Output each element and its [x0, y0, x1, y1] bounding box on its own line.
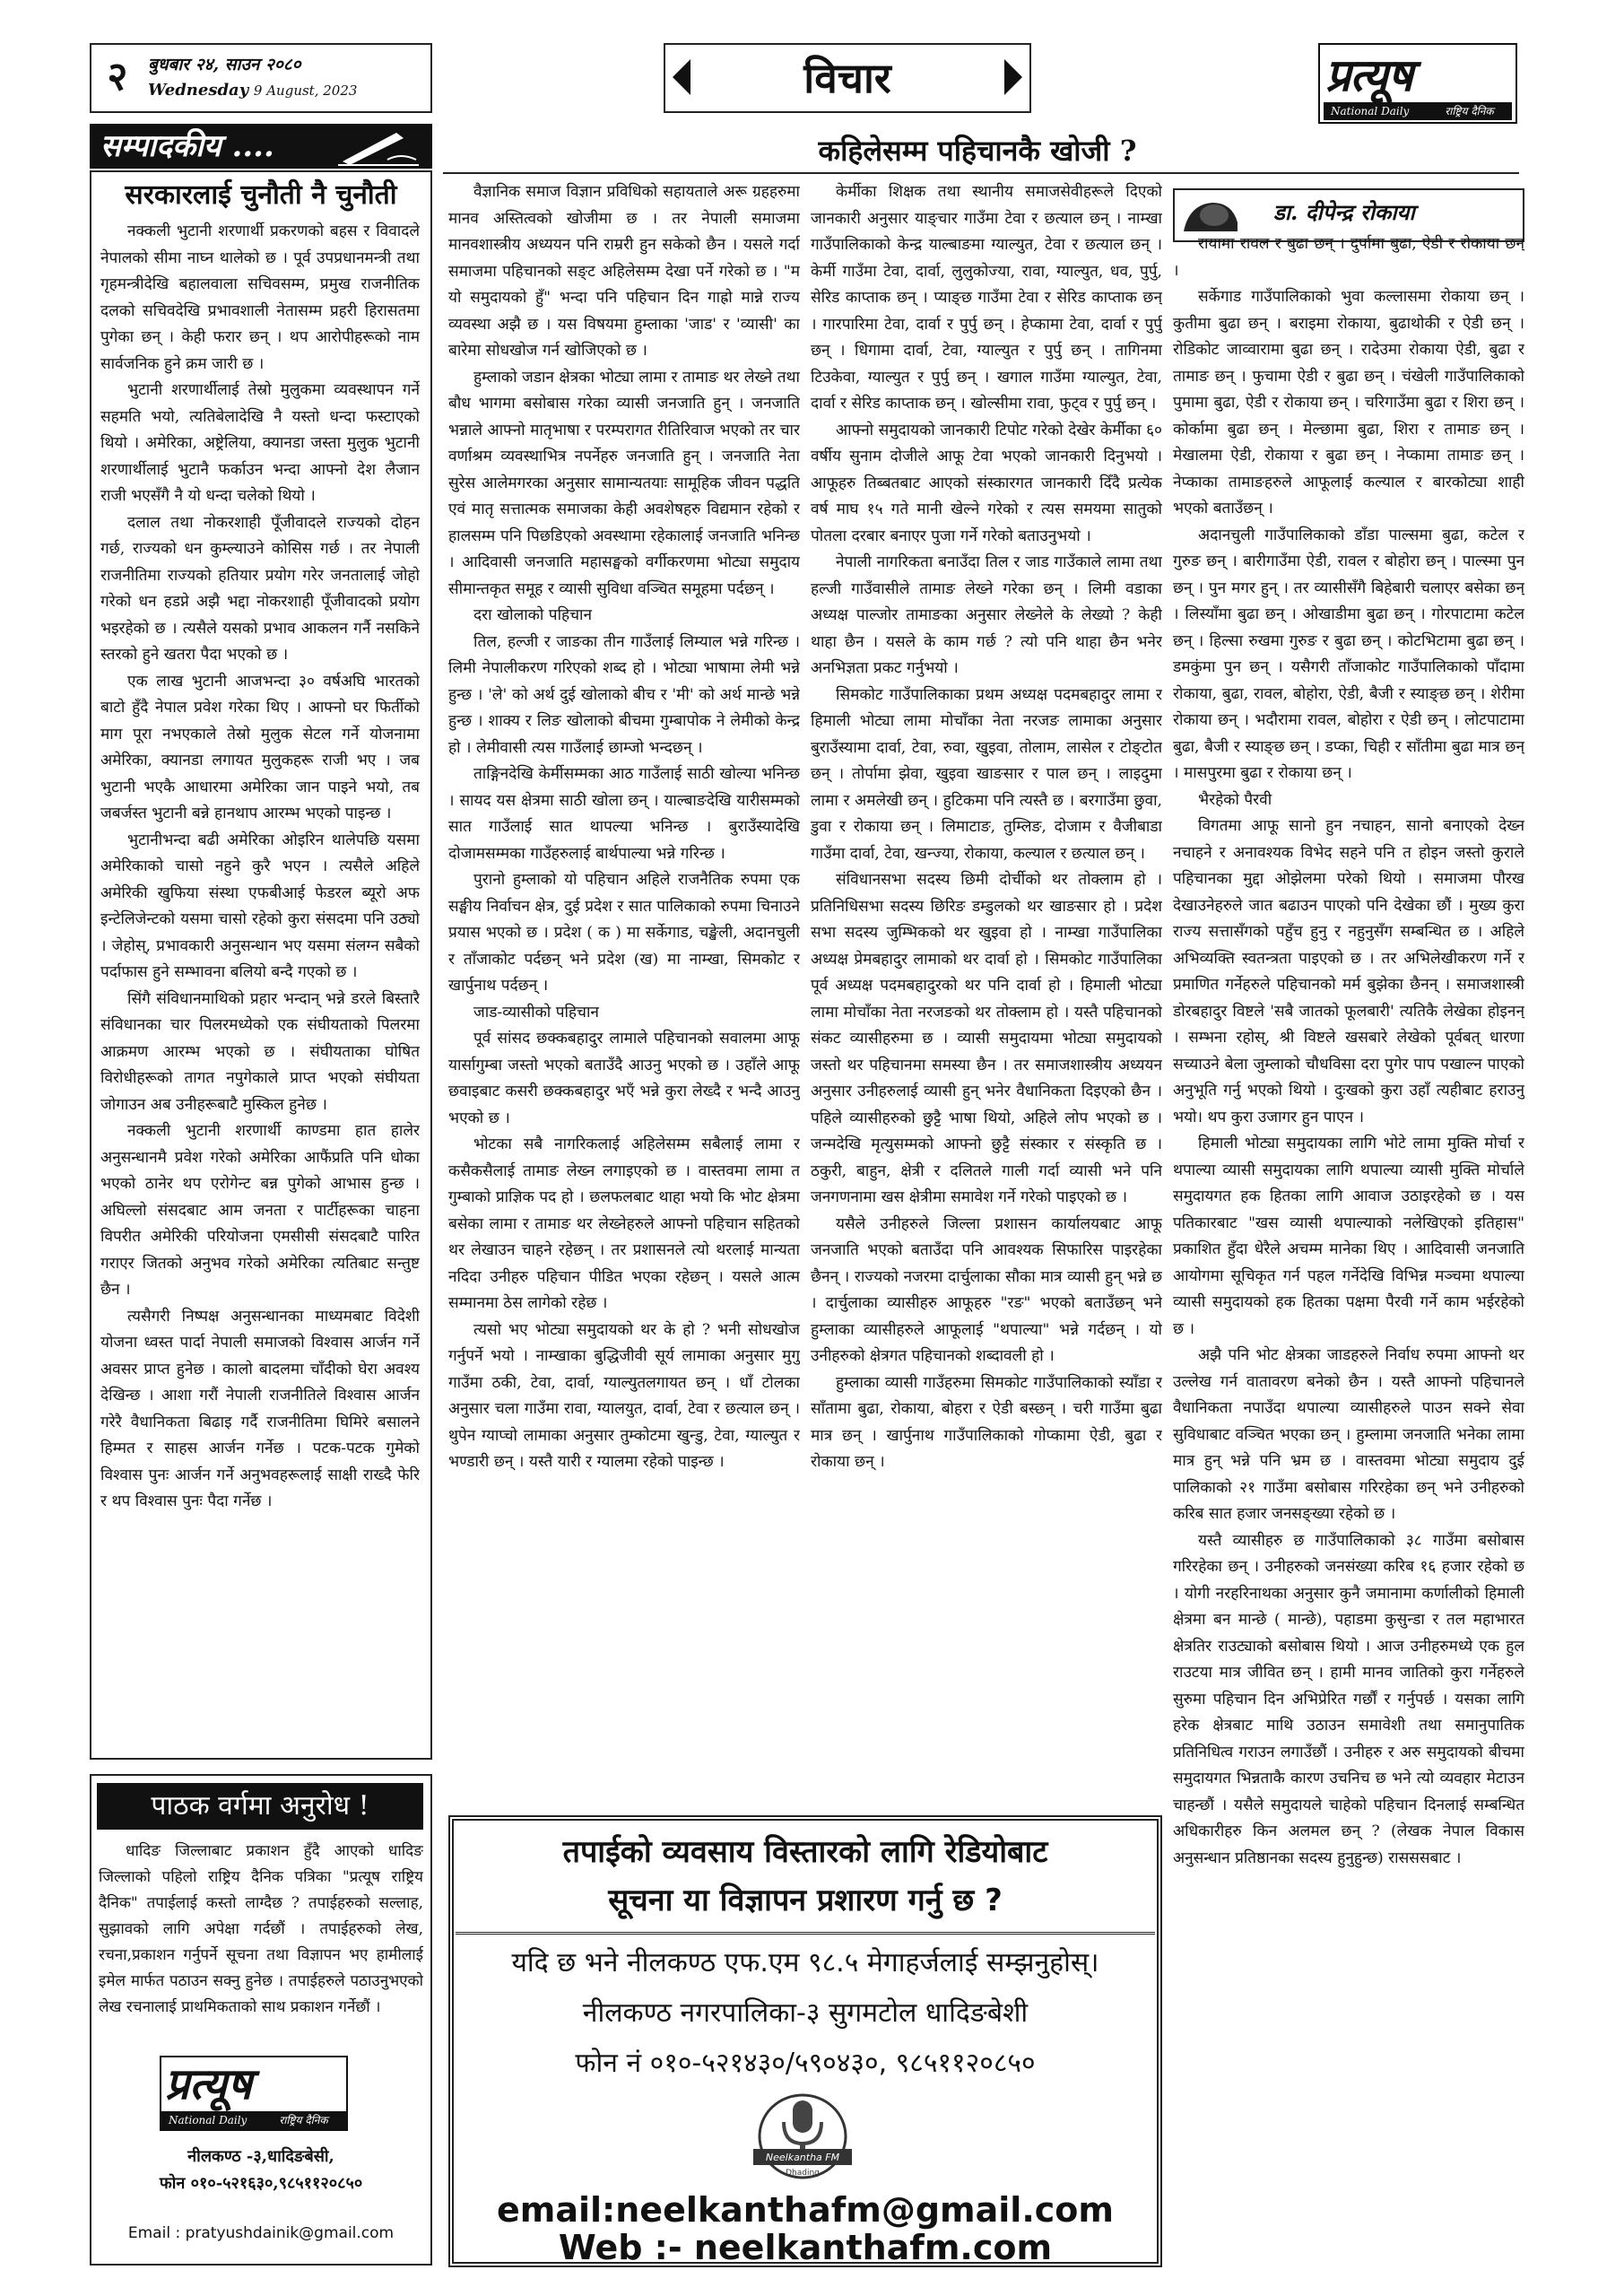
footer-sub-right: राष्ट्रिय दैनिक: [279, 2114, 328, 2126]
article-paragraph: हिमाली भोट्या समुदायका लागि भोटे लामा मुक्ति मोर्चा र थपाल्या व्यासी समुदायका लागि थपाल्या व्यासी मुक्ति मोर्चाले समुदायगत हक हितका लागि आवाज उठाइरहेको छ । यस पतिकारबाट "खस व्यासी थपाल्याको नलेखिएको इतिहास" प्रकाशित हुँदा धेरैले अचम्म मानेका थिए । आदिवासी जनजाति आयोगमा सूचिकृत गर्न पहल गर्नेदेखि विभिन्न मञ्चमा थपाल्या व्यासी समुदायको हक हितका पक्षमा पैरवी गर्ने काम भईरहेको छ ।: [1173, 1135, 1524, 1338]
editorial-paragraph: भुटानीभन्दा बढी अमेरिका ओइरिन थालेपछि यसमा अमेरिकाको चासो नहुने कुरै भएन । त्यसैले अहिले अमेरिकी खुफिया संस्था एफबीआई फेडरल ब्यूरो अफ इन्टेलिजेन्टको यसमा चासो रहेको कुरा संसदमा पनि उठ्यो । जेहोस्, प्रभावकारी अनुसन्धान भए यसमा संलग्न सबैको पर्दाफास हुने सम्भावना बलियो बन्दै गएको छ ।: [100, 831, 420, 981]
advert-website[interactable]: Web :- neelkanthafm.com: [558, 2228, 1053, 2267]
masthead-sub-left: National Daily: [1331, 105, 1410, 117]
reader-request-title: पाठक वर्गमा अनुरोध !: [97, 1783, 423, 1830]
reader-request-paragraph: धादिङ जिल्लाबाट प्रकाशन हुँदै आएको धादिङ जिल्लाको पहिलो राष्ट्रिय दैनिक पत्रिका "प्रत्यूष राष्ट्रिय दैनिक" तपाईलाई कस्तो लाग्दैछ ? तपाईहरुको सल्लाह, सुझावको लागि अपेक्षा गर्दछौं । तपाईहरुको लेख, रचना,प्रकाशन गर्नुपर्ने सूचना तथा विज्ञापन भए हामीलाई इमेल मार्फत पठाउन सक्नु हुनेछ । तपाईहरुले पठाउनुभएको लेख रचनालाई प्राथमिकताको साथ प्रकाशन गर्नेछौं ।: [99, 1842, 423, 2016]
article-paragraph: पूर्व सांसद छक्कबहादुर लामाले पहिचानको सवालमा आफू यार्सागुम्बा जस्तो भएको बताउँदै आउनु भएको छ । उहाँले आफू छवाइबाट कसरी छक्कबहादुर भएँ भन्ने कुरा लेख्दै र भन्दै आउनु भएको छ ।: [448, 1030, 800, 1127]
advert-line-3: यदि छ भने नीलकण्ठ एफ.एम ९८.५ मेगाहर्जलाई सम्झनुहोस्।: [511, 1947, 1099, 1979]
advert-phone: फोन नं ०१०-५२१४३०/५९०४३०, ९८५११२०८५०: [575, 2048, 1036, 2079]
editorial-paragraph: एक लाख भुटानी आजभन्दा ३० वर्षअघि भारतको बाटो हुँदै नेपाल प्रवेश गरेका थिए । आफ्नो घर फिर्तीको माग पूरा नभएकाले तेस्रो मुलुक सेटल गर्ने योजनामा अमेरिका, क्यानडा लगायत मुलुकहरू राजी भए । जब भुटानी भएकै आधारमा अमेरिका जान पाइने भयो, तब जबर्जस्त भुटानी बन्ने हानथाप आरम्भ भएको पाइन्छ ।: [100, 672, 420, 822]
arrow-right-icon: [1004, 59, 1022, 95]
reader-request-phone: फोन ०१०-५२१६३०,९८५११२०८५०: [159, 2174, 363, 2193]
editorial-title: सरकारलाई चुनौती नै चुनौती: [125, 179, 397, 211]
editorial-paragraph: नक्कली भुटानी शरणार्थी प्रकरणको बहस र विवादले नेपालको सीमा नाघ्न थालेको छ । पूर्व उपप्रधानमन्त्री तथा गृहमन्त्रीदेखि बहालवाला सचिवसम्म, प्रमुख राजनीतिक दलको सचिवदेखि प्रभावशाली नेतासम्म प्रहरी हिरासतमा पुगेका छन् । केही फरार छन् । थप आरोपीहरूको नाम सार्वजनिक हुने क्रम जारी छ ।: [100, 222, 420, 373]
article-paragraph: संविधानसभा सदस्य छिमी दोर्चीको थर तोक्लाम हो । प्रतिनिधिसभा सदस्य छिरिङ डम्डुलको थर खाङसार हो । प्रदेश सभा सदस्य जुम्भिकको थर खुइवा हो । नाम्खा गाउँपालिका अध्यक्ष प्रेमबहादुर लामाको थर दार्वा हो । सिमकोट गाउँपालिका पूर्व अध्यक्ष पदमबहादुरको थर पनि दार्वा हो । हिमाली भोट्या लामा मोचाँका नेता नरजङको थर तोक्लाम हो । यस्तै पहिचानको संकट व्यासीहरुमा छ । व्यासी समुदायमा भोट्या समुदायको जस्तो थर पहिचानमा समस्या छैन । तर समाजशास्त्रीय अध्ययन अनुसार उनीहरुलाई व्यासी हुन् भनेर वैधानिकता दिइएको छैन । पहिले व्यासीहरुको छुट्टै भाषा थियो, अहिले लोप भएको छ । जन्मदेखि मृत्युसम्मको आफ्नो छुट्टै संस्कार र संस्कृति छ । ठकुरी, बाहुन, क्षेत्री र दलितले गाली गर्दा व्यासी भने पनि जनगणनामा खस क्षेत्रीमा समावेश गर्ने गरेको पाइएको छ ।: [811, 871, 1162, 1206]
article-paragraph: तिल, हल्जी र जाङका तीन गाउँलाई लिम्याल भन्ने गरिन्छ । लिमी नेपालीकरण गरिएको शब्द हो । भोट्या भाषामा लेमी भन्ने हुन्छ । 'ले' को अर्थ दुई खोलाको बीच र 'मी' को अर्थ मान्छे भन्ने हुन्छ । शाक्य र लिङ खोलाको बीचमा गुम्बापोक ने लेमीको केन्द्र हो । लेमीवासी त्यस गाउँलाई छाम्जो भन्दछन् ।: [448, 632, 800, 757]
section-title: विचार: [664, 43, 1031, 113]
masthead-sub-right: राष्ट्रिय दैनिक: [1445, 105, 1494, 117]
article-paragraph: हुम्लाका व्यासी गाउँहरुमा सिमकोट गाउँपालिकाको स्याँडा र साँतामा बुढा, रोकाया, बोहरा र ऐडी बस्छन् । चरी गाउँमा बुढा मात्र छन् । खार्पुनाथ गाउँपालिकाको गोप्कामा ऐडी, बुढा र रोकाया छन् ।: [811, 1373, 1162, 1471]
advert-email[interactable]: email:neelkanthafm@gmail.com: [497, 2190, 1114, 2230]
article-paragraph: अझै पनि भोट क्षेत्रका जाडहरुले निर्वाध रुपमा आफ्नो थर उल्लेख गर्न वातावरण बनेको छैन । यस्तै आफ्नो पहिचानले वैधानिकता नपाउँदा थपाल्या व्यासीहरुले पाउन सक्ने सेवा सुविधाबाट वञ्चित भएका छन् । हुम्लामा जनजाति भनेका लामा मात्र हुन् भन्ने पनि भ्रम छ । वास्तवमा भोट्या समुदाय दुई पालिकाको २१ गाउँमा बसोबास गरिरहेका छन् भने उनीहरुको करिब सात हजार जनसङ्ख्या रहेको छ ।: [1173, 1346, 1524, 1523]
editorial-paragraph: त्यसैगरी निष्पक्ष अनुसन्धानका माध्यमबाट विदेशी योजना ध्वस्त पार्दा नेपाली समाजको विश्वास आर्जन गर्ने अवसर प्राप्त हुनेछ । कालो बादलमा चाँदीको घेरा अवश्य देखिन्छ । आशा गरौं नेपाली राजनीतिले विश्वास आर्जन गरेरै वैधानिकता बिढाइ गर्दै राजनीतिमा घिमिरे बसालने हिम्मत र साहस आर्जन गर्नेछ । पटक-पटक गुमेको विश्वास पुनः आर्जन गर्ने अनुभवहरूलाई साक्षी राख्दै फेरि र थप विश्वास पुनः पैदा गर्नेछ ।: [100, 1307, 420, 1510]
article-paragraph: सिमकोट गाउँपालिकाका प्रथम अध्यक्ष पदमबहादुर लामा र हिमाली भोट्या लामा मोचाँका नेता नरजङ लामाका अनुसार बुराउँस्यामा दार्वा, टेवा, रुवा, खुइवा, तोलाम, लासेल र टोङ्टोत छन् । तोर्पामा झेवा, खुइवा खाङसार र पाल छन् । लाइदुमा लामा र अमलेखी छन् । हुटिकमा पनि त्यस्तै छ । बरगाउँमा छुवा, डुवा र रोकाया छन् । लिमाटाङ, तुम्लिङ, दोजाम र वैजीबाडा गाउँमा दार्वा, टेवा, खन्ज्या, रोकाया, कल्याल र छत्याल छन् ।: [811, 685, 1162, 863]
article-paragraph: त्यसो भए भोट्या समुदायको थर के हो ? भनी सोधखोज गर्नुपर्ने भयो । नाम्खाका बुद्धिजीवी सूर्य लामाका अनुसार मुगु गाउँमा ठकी, टेवा, दार्वा, ग्याल्युतलगायत छन् । धाँ टोलका अनुसार चला गाउँमा रावा, ग्यालयुत, दार्वा, टेवा र छत्याल छन् । थुपेन ग्याप्चो लामाका अनुसार तुम्कोटमा खुन्डु, टेवा, ग्याल्युत र भण्डारी छन् । यस्तै यारी र ग्यालमा रहेको पाइन्छ ।: [448, 1320, 800, 1471]
reader-request-contact: [99, 2144, 423, 2197]
neelkantha-fm-logo-sub: Dhading: [786, 2169, 820, 2178]
article-title: कहिलेसम्म पहिचानकै खोजी ?: [818, 134, 1137, 168]
article-paragraph: अदानचुली गाउँपालिकाको डाँडा पाल्समा बुढा, कटेल र गुरुङ छन् । बारीगाउँमा ऐडी, रावल र बोहोरा छन् । पाल्स्मा पुन छन् । पुन मगर हुन् । तर व्यासीसँगै बिहेबारी चलाएर बसेका छन् । लिस्याँमा बुढा छन् । ओखाडीमा बुढा छन् । गोरपाटामा कटेल छन् । हिल्सा रुखमा गुरुङ र बुढा छन् । कोटभिटामा बुढा छन् । डमकुंमा पुन छन् । यसैगरी ताँजाकोट गाउँपालिकाको पाँदामा रोकाया, बुढा, रावल, बोहोरा, ऐडी, बैजी र स्याङ्छ छन् । शेरीमा रोकाया छन् । भदौरामा रावल, बोहोरा र ऐडी छन् । लोटपाटामा बुढा, बैजी र स्याङ्छ छन् । डप्का, चिही र साँतीमा बुढा मात्र छन् । मासपुरमा बुढा र रोकाया छन् ।: [1173, 526, 1524, 782]
article-paragraph: यसैले उनीहरुले जिल्ला प्रशासन कार्यालयबाट आफू जनजाति भएको बताउँदा पनि आवश्यक सिफारिस पाइरहेका छैनन् । राज्यको नजरमा दार्चुलाका सौका मात्र व्यासी हुन् भन्ने छ । दार्चुलाका व्यासीहरु आफूहरु "रङ" भएको बताउँछन् भने हुम्लाका व्यासीहरुले आफूलाई "थपाल्या" भन्ने गर्दछन् । यो उनीहरुको क्षेत्रगत पहिचानको शब्दावली हो ।: [811, 1214, 1162, 1365]
article-paragraph: भोटका सबै नागरिकलाई अहिलेसम्म सबैलाई लामा र कसैकसैलाई तामाङ लेख्न लगाइएको छ । वास्तवमा लामा त गुम्बाको प्राज्ञिक पद हो । छलफलबाट थाहा भयो कि भोट क्षेत्रमा बसेका लामा र तामाङ थर लेख्नेहरुले आफ्नो पहिचान सहितको थर लेखाउन चाहने रहेछन् । तर प्रशासनले त्यो थरलाई मान्यता नदिदा उनीहरु पहिचान पीडित भएका रहेछन् । यसले आत्म सम्मानमा ठेस लागेको रहेछ ।: [448, 1135, 800, 1312]
author-photo: [1180, 196, 1243, 235]
editorial-paragraph: भुटानी शरणार्थीलाई तेस्रो मुलुकमा व्यवस्थापन गर्ने सहमति भयो, त्यतिबेलादेखि नै यस्तो धन्दा फस्टाएको थियो । अमेरिका, अष्ट्रेलिया, क्यानडा जस्ता मुलुक भुटानी शरणार्थीलाई भुटानै फर्काउन भन्दा आफ्नो देश लैजान राजी भएसँगै नै यो धन्दा चलेको थियो ।: [100, 381, 420, 505]
article-column-1: [448, 179, 800, 1821]
article-paragraph: आफ्नो समुदायको जानकारी टिपोट गरेको देखेर केर्मीका ६० वर्षीय सुनाम दोजीले आफू टेवा भएको जानकारी दिनुभयो । आफूहरु तिब्बतबाट आएको संस्कारगत जानकारी दिँदै प्रत्येक वर्ष माघ १५ गते मानी खेल्ने गरेको र त्यस समयमा सातुको पोतला दरबार बनाएर पुजा गर्ने गरेको बताउनुभयो ।: [811, 421, 1162, 545]
neelkantha-fm-logo: [735, 2090, 870, 2183]
advert-address: नीलकण्ठ नगरपालिका-३ सुगमटोल धादिङबेशी: [582, 1997, 1029, 2029]
masthead-logo-text: प्रत्यूष: [1325, 48, 1412, 101]
advert-line-2: सूचना या विज्ञापन प्रशारण गर्नु छ ?: [608, 1883, 1003, 1918]
article-column-3: [1173, 231, 1524, 2269]
editorial-paragraph: सिंगै संविधानमाथिको प्रहार भन्दान् भन्ने डरले बिस्तारै संविधानका चार पिलरमध्येको एक संघीयताको पिलरमा आक्रमण आरम्भ भएको छ । संघीयताका घोषित विरोधीहरूको तागत नपुगेकाले प्राप्त भएको संघीयता जोगाउन अब उनीहरूबाटै मुस्किल हुनेछ ।: [100, 989, 420, 1114]
masthead-logo-sub: [1324, 102, 1512, 120]
date-nepali: बुधबार २४, साउन २०८०: [148, 55, 301, 74]
footer-logo-text: प्रत्यूष: [165, 2059, 252, 2109]
article-paragraph: केर्मीका शिक्षक तथा स्थानीय समाजसेवीहरूले दिएको जानकारी अनुसार याङ्चार गाउँमा टेवा र छत्याल छन् । नाम्खा गाउँपालिकाको केन्द्र याल्बाङमा ग्याल्युत, टेवा र छत्याल छन् । केर्मी गाउँमा टेवा, दार्वा, लुलुकोज्या, रावा, ग्याल्युत, धव, पुर्पु, सेरिड काप्ताक छन् । प्याङ्छ गाउँमा टेवा र सेरिड काप्ताक छन् । गारपारिमा टेवा, दार्वा र पुर्पु छन् । हेप्कामा टेवा, दार्वा र पुर्पु छन् । धिगामा दार्वा, टेवा, ग्याल्युत र पुर्पु छन् । तागिनमा टिउकेवा, ग्याल्युत र पुर्पु छन् । खगाल गाउँमा ग्याल्युत, टेवा, दार्वा र सेरिड काप्ताक छन् । खोल्सीमा रावा, फुट्व र पुर्पु छन् ।: [811, 183, 1162, 413]
reader-request-email[interactable]: Email : pratyushdainik@gmail.com: [127, 2224, 395, 2242]
neelkantha-fm-logo-text: Neelkantha FM: [765, 2152, 840, 2163]
article-column-2: [811, 179, 1162, 1821]
editorial-paragraph: दलाल तथा नोकरशाही पूँजीवादले राज्यको दोहन गर्छ, राज्यको धन कुम्ल्याउने कोसिस गर्छ । तर नेपाली राजनीतिमा राज्यको हतियार प्रयोग गरेर जनतालाई जोहो गरेको धन हडप्ने अझै भद्दा नोकरशाही पूँजीवादको प्रयोग भइरहेको छ । त्यसैले यसको प्रभाव आकलन गर्नै नसकिने स्तरको हुने खतरा पैदा भएको छ ।: [100, 513, 420, 664]
article-paragraph: वैज्ञानिक समाज विज्ञान प्रविधिको सहायताले अरू ग्रहहरुमा मानव अस्तित्वको खोजीमा छ । तर नेपाली समाजमा मानवशास्त्रीय अध्ययन पनि राम्ररी हुन सकेको छैन । यसले गर्दा समाजमा पहिचानको सङ्ट अहिलेसम्म देखा पर्ने गरेको छ । "म यो समुदायको हुँ" भन्दा पनि पहिचान दिन गाह्रो मान्ने राज्य व्यवस्था अझै छ । यस विषयमा हुम्लाका 'जाड' र 'व्यासी' का बारेमा सोधखोज गर्न खोजिएको छ ।: [448, 183, 800, 360]
editorial-paragraph: नक्कली भुटानी शरणार्थी काण्डमा हात हालेर अनुसन्धानमै प्रवेश गरेको अमेरिका आफैंप्रति पनि धोका भएको ठानेर थप एरोगेन्ट बन्न पुगेको आभास हुन्छ । अघिल्लो संसदबाट आम जनता र पार्टीहरूका चाहना विपरीत अमेरिकी परियोजना एमसीसी संसदबाटै पारित गराएर जितको अनुभव गरेको अमेरिका त्यतिबाट सन्तुष्ट छैन ।: [100, 1122, 420, 1299]
advert-divider: [456, 1932, 1155, 1935]
article-paragraph: रायामा रावल र बुढा छन् । दुर्पामा बुढा, ऐडी र रोकाया छन् ।: [1173, 235, 1524, 280]
article-paragraph: सर्केगाड गाउँपालिकाको भुवा कल्लासमा रोकाया छन् । कुतीमा बुढा छन् । बराइमा रोकाया, बुढाथोकी र ऐडी छन् । रोडिकोट जाव्वारामा बुढा छन् । रादेउमा रोकाया ऐडी, बुढा र तामाङ छन् । फुचामा ऐडी र बुढा छन् । चंखेली गाउँपालिकाको पुमामा बुढा, ऐडी र रोकाया छन् । चरिगाउँमा बुढा र शिरा छन् । कोर्कामा बुढा छन् । मेल्छामा बुढा, शिरा र तामाङ छन् । मेखालमा ऐडी, रोकाया र बुढा छन् । नेप्कामा तामाङ छन् । नेप्काका तामाङहरुले आफूलाई कल्याल र बारकोट्या शाही भएको बताउँछन् ।: [1173, 288, 1524, 517]
article-divider: [443, 172, 1519, 174]
footer-logo-sub: [161, 2111, 346, 2129]
pen-icon: [334, 126, 423, 167]
reader-request-address: नीलकण्ठ -३,धादिङबेसी,: [187, 2147, 334, 2166]
article-paragraph: नेपाली नागरिकता बनाउँदा तिल र जाड गाउँकाले लामा तथा हल्जी गाउँवासीले तामाङ लेख्ने गरेका छन् । लिमी वडाका अध्यक्ष पाल्जोर तामाङका अनुसार लेख्नेले के लेख्यो ? केही थाहा छैन । यसले के काम गर्छ ? त्यो पनि थाहा छैन भनेर अनभिज्ञता प्रकट गर्नुभयो ।: [811, 553, 1162, 677]
article-subheading: भैरहेको पैरवी: [1198, 790, 1272, 809]
advert-line-1: तपाईको व्यवसाय विस्तारको लागि रेडियोबाट: [562, 1834, 1048, 1870]
article-paragraph: विगतमा आफू सानो हुन नचाहन, सानो बनाएको देख्न नचाहने र अनावश्यक विभेद सहने पनि त होइन जस्तो कुराले पहिचानका मुद्दा ओझेलमा परेको थियो । समाजमा पौरख देखाउनेहरुले जात बढाउन पाएको पनि देखेका छौं । मुख्य कुरा राज्य सत्तासँगको पहुँच हुनु र नहुनुसँग सम्बन्धित छ । अहिले अभिव्यक्ति स्वतन्त्रता पाइएको छ । तर अभिलेखीकरण गर्ने र प्रमाणित गर्नेहरुले पहिचानको मर्म बुझेका छैनन् । समाजशास्त्री डोरबहादुर विष्टले 'सबै जातको फूलबारी' त्यतिकै लेखेका होइनन् । सम्भना रहोस्, श्री विष्टले खसबारे लेखेको पूर्वबत् धारणा सच्याउने बेला जुम्लाको चौधविसा दरा पुगेर पाप पखाल्न पाएको अनुभूति गर्नु भएको थियो । दुःखको कुरा उहाँ त्यहीबाट हराउनु भयो। थप कुरा उजागर हुन पाएन ।: [1173, 817, 1524, 1126]
arrow-left-icon: [673, 59, 690, 95]
article-subheading: जाड-व्यासीको पहिचान: [473, 1003, 599, 1022]
article-paragraph: यस्तै व्यासीहरु छ गाउँपालिकाको ३८ गाउँमा बसोबास गरिरहेका छन् । उनीहरुको जनसंख्या करिब १६ हजार रहेको छ । योगी नरहरिनाथका अनुसार कुनै जमानामा कर्णालीको हिमाली क्षेत्रमा बन मान्छे ( मान्छे), पहाडमा कुसुन्डा र तल महाभारत क्षेत्रतिर राउट्याको बसोबास थियो । आज उनीहरुमध्ये एक हुल राउटया मात्र जीवित छन् । हामी मानव जातिको कुरा गर्नेहरुले सुरुमा पहिचान दिन अभिप्रेरित गर्छौं र गर्नुपर्छ । यसका लागि हरेक क्षेत्रबाट माथि उठाउन समावेशी तथा समानुपातिक प्रतिनिधित्व गराउन लगाउँछौं । उनीहरु र अरु समुदायको बीचमा समुदायगत भिन्नताकै कारण उचनिच छ भने त्यो व्यवहार मेटाउन चाहन्छौं । यसैले समुदायले चाहेको पहिचान दिनलाई सम्बन्धित अधिकारीहरु किन अलमल छन् ? (लेखक नेपाल विकास अनुसन्धान प्रतिष्ठानका सदस्य हुनुहुन्छ) रासससबाट ।: [1173, 1531, 1524, 1867]
footer-sub-left: National Daily: [169, 2114, 248, 2126]
date-day: 9 August, 2023: [253, 83, 358, 99]
editorial-body: [100, 219, 420, 1754]
article-subheading: दरा खोलाको पहिचान: [473, 606, 593, 624]
date-english: [148, 81, 357, 100]
date-weekday: Wednesday: [148, 81, 249, 100]
article-paragraph: ताङ्गिनदेखि केर्मीसम्मका आठ गाउँलाई साठी खोल्या भनिन्छ । सायद यस क्षेत्रमा साठी खोला छन् । याल्बाङदेखि यारीसम्मको सात गाउँलाई सात थापल्या भनिन्छ । बुराउँस्यादेखि दोजामसम्मका गाउँहरुलाई बार्थपाल्या भन्ने गरिन्छ ।: [448, 765, 800, 863]
editorial-label: सम्पादकीय ....: [90, 124, 432, 169]
article-paragraph: पुरानो हुम्लाको यो पहिचान अहिले राजनैतिक रुपमा एक सङ्घीय निर्वाचन क्षेत्र, दुई प्रदेश र सात पालिकाको रुपमा चिनाउने प्रयास भएको छ । प्रदेश ( क ) मा सर्केगाड, चङ्खेली, अदानचुली र ताँजाकोट पर्दछन् भने प्रदेश (ख) मा नाम्खा, सिमकोट र खार्पुनाथ पर्दछन् ।: [448, 871, 800, 995]
reader-request-body: [99, 1839, 423, 2054]
article-paragraph: हुम्लाको जडान क्षेत्रका भोट्या लामा र तामाङ थर लेख्ने तथा बौध भागमा बसोबास गरेका व्यासी जनजाति हुन् । जनजाति भन्नाले आफ्नो मातृभाषा र परम्परागत रीतिरिवाज भएको तर चार वर्णाश्रम व्यवस्थाभित्र नपर्नेहरु जनजाति हुन् । जनजाति नेता सुरेस आलेमगरका अनुसार सामान्यतयाः सामूहिक जीवन पद्धति एवं मातृ सत्तात्मक समाजका केही अवशेषहरु विद्यमान रहेको र हालसम्म पनि पिछडिएको अवस्थामा रहेकालाई जनजाति भनिन्छ । आदिवासी जनजाति महासङ्घको वर्गीकरणमा भोट्या समुदाय सीमान्तकृत समूह र व्यासी सुविधा वञ्चित समूहमा पर्दछन् ।: [448, 368, 800, 598]
author-name: डा. दीपेन्द्र रोकाया: [1273, 199, 1415, 225]
page-number: २: [107, 54, 128, 100]
